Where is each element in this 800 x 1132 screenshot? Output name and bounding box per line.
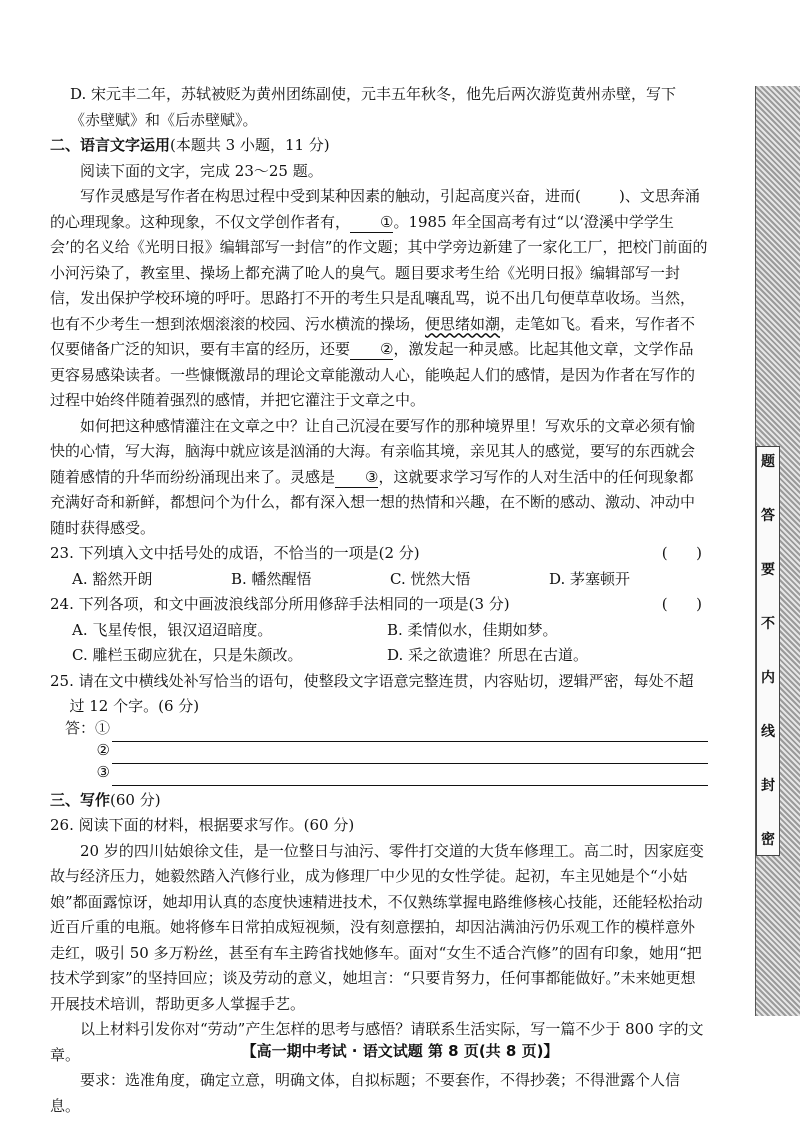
question-23-stem — [50, 541, 708, 567]
wavy-underlined-phrase: 便思绪如潮 — [425, 314, 501, 333]
q23-option-a: A. 豁然开朗 — [72, 569, 153, 588]
p1-text-d: ，走笔如飞。看来，写作者不仅要储备广泛的知识，要有丰富的经历，还要 — [50, 314, 696, 358]
section3-title: 三、写作 — [50, 790, 111, 809]
q23-option-c: C. 恍然大悟 — [390, 569, 471, 588]
seal-char-8: 密 — [761, 832, 775, 848]
question-26-stem: 26. 阅读下面的材料，根据要求写作。(60 分) — [50, 816, 355, 834]
q24-option-c: C. 雕栏玉砌应犹在，只是朱颜改。 — [72, 646, 303, 664]
answer-label-1: ① — [94, 719, 110, 737]
q23-option-d: D. 茅塞顿开 — [549, 569, 631, 588]
exam-content — [50, 82, 708, 1119]
question-24-options-row1 — [50, 618, 708, 644]
essay-requirements: 要求：选准角度，确定立意，明确文体，自拟标题；不要套作，不得抄袭；不得泄露个人信息。 — [50, 1071, 681, 1115]
p1-text-e: ，激发起一种灵感。比起其他文章，文学作品更容易感染读者。一些慷慨激昂的理论文章能激动人心，能唤起人们的感情，是因为作者在写作的过程中始终伴随着强烈的感情，并把它灌注于文章之中。 — [50, 340, 696, 409]
option-d-line1: D. 宋元丰二年，苏轼被贬为黄州团练副使，元丰五年秋冬，他先后两次游览黄州赤壁，写下 — [70, 85, 677, 103]
passage-paragraph-2 — [50, 414, 708, 542]
answer-rule-1[interactable] — [112, 727, 708, 742]
section2-note: (本题共 3 小题，11 分) — [170, 136, 330, 154]
q23-text: 23. 下列填入文中括号处的成语，不恰当的一项是(2 分) — [50, 544, 420, 562]
essay-prompt: 以上材料引发你对“劳动”产生怎样的思考与感悟？请联系生活实际，写一篇不少于 800 字的文章。 — [50, 1020, 704, 1064]
p1-text-b: )、文思奔涌的心理现象。这种现象，不仅文学创作者有， — [50, 187, 700, 231]
answer-line-1[interactable] — [50, 720, 708, 742]
section3-heading — [50, 788, 708, 814]
section2-title: 二、语言文字运用 — [50, 136, 171, 154]
q24-option-d: D. 采之欲遗谁？所思在古道。 — [387, 646, 589, 664]
seal-char-7: 封 — [761, 778, 775, 794]
blank-3: ③ — [335, 467, 378, 488]
seal-char-5: 内 — [761, 670, 775, 686]
blank-2: ② — [350, 339, 393, 360]
seal-char-4: 不 — [761, 616, 775, 632]
option-d-line2: 《赤壁赋》和《后赤壁赋》。 — [70, 110, 258, 129]
sealing-strip — [755, 86, 800, 1016]
q24-text: 24. 下列各项，和文中画波浪线部分所用修辞手法相同的一项是(3 分) — [50, 595, 510, 613]
answer-prefix: 答： — [64, 719, 95, 737]
question-23-options — [50, 567, 708, 593]
seal-char-2: 答 — [761, 508, 775, 524]
page-footer: 【高一期中考试 · 语文试题 第 8 页(共 8 页)】 — [241, 1042, 559, 1060]
answer-rule-3[interactable] — [112, 771, 708, 786]
q24-option-b: B. 柔情似水，佳期如梦。 — [387, 620, 558, 639]
question-24-options-row2 — [50, 643, 708, 669]
p1-text-c: 。1985 年全国高考有过“以‘澄溪中学学生会’的名义给《光明日报》编辑部写一封信”的作文题；其中学旁边新建了一家化工厂，把校门前面的小河污染了，教室里、操场上都充满了呛人的臭气。题目要求考生给《光明日报》编辑部写一封信，发出保护学校环境的呼吁。思路打不开的考生只是乱嚷乱骂，说不出几句便草草收场。当然，也有不少考生一想到浓烟滚滚的校园、污水横流的操场， — [50, 212, 708, 333]
essay-material: 20 岁的四川姑娘徐文佳，是一位整日与油污、零件打交道的大货车修理工。高二时，因家庭变故与经济压力，她毅然踏入汽修行业，成为修理厂中少见的女性学徒。起初，车主见她是个“小姑娘”都面露惊讶，她却用认真的态度快速精进技术，不仅熟练掌握电路维修核心技能，还能轻松抬动近百斤重的电瓶。她将修车日常拍成短视频，没有刻意摆拍，却因沾满油污仍乐观工作的模样意外走红，吸引 50 多万粉丝，甚至有车主跨省找她修车。面对“女生不适合汽修”的固有印象，她用“把技术学到家”的坚持回应；谈及劳动的意义，她坦言：“只要肯努力，任何事都能做好。”未来她更想开展技术培训，帮助更多人掌握手艺。 — [50, 841, 704, 1013]
p2-text-b: ，这就要求学习写作的人对生活中的任何现象都充满好奇和新鲜，都想问个为什么，都有深入想一想的热情和兴趣，在不断的感动、激动、冲动中随时获得感受。 — [50, 467, 696, 537]
q24-option-a: A. 飞星传恨，银汉迢迢暗度。 — [72, 620, 273, 639]
blank-1: ① — [350, 212, 393, 233]
p1-text-a: 写作灵感是写作者在构思过程中受到某种因素的触动，引起高度兴奋，进而( — [80, 187, 581, 205]
answer-rule-2[interactable] — [112, 749, 708, 764]
answer-line-2[interactable] — [50, 742, 708, 764]
q23-option-b: B. 幡然醒悟 — [231, 569, 312, 588]
seal-notice-box — [756, 446, 780, 856]
seal-char-3: 要 — [761, 562, 775, 578]
question-24-stem — [50, 592, 708, 618]
section2-intro: 阅读下面的文字，完成 23～25 题。 — [80, 161, 323, 180]
passage-paragraph-1 — [50, 184, 708, 414]
answer-label-2: ② — [96, 741, 110, 759]
question-25-stem: 25. 请在文中横线处补写恰当的语句，使整段文字语意完整连贯，内容贴切，逻辑严密，每处不超过 12 个字。(6 分) — [50, 671, 694, 715]
seal-char-1: 题 — [761, 454, 775, 470]
p2-text-a: 如何把这种感情灌注在文章之中？让自己沉浸在要写作的那种境界里！写欢乐的文章必须有愉快的心情，写大海，脑海中就应该是汹涌的大海。有亲临其境，亲见其人的感觉，要写的东西就会随着感情的升华而纷纷涌现出来了。灵感是 — [50, 416, 696, 486]
answer-label-3: ③ — [96, 763, 110, 781]
seal-char-6: 线 — [761, 724, 775, 740]
q24-answer-bracket: ( ) — [661, 595, 702, 613]
q23-answer-bracket: ( ) — [661, 544, 702, 562]
answer-line-3[interactable] — [50, 764, 708, 786]
section2-heading — [50, 133, 708, 159]
section3-note: (60 分) — [110, 790, 161, 809]
